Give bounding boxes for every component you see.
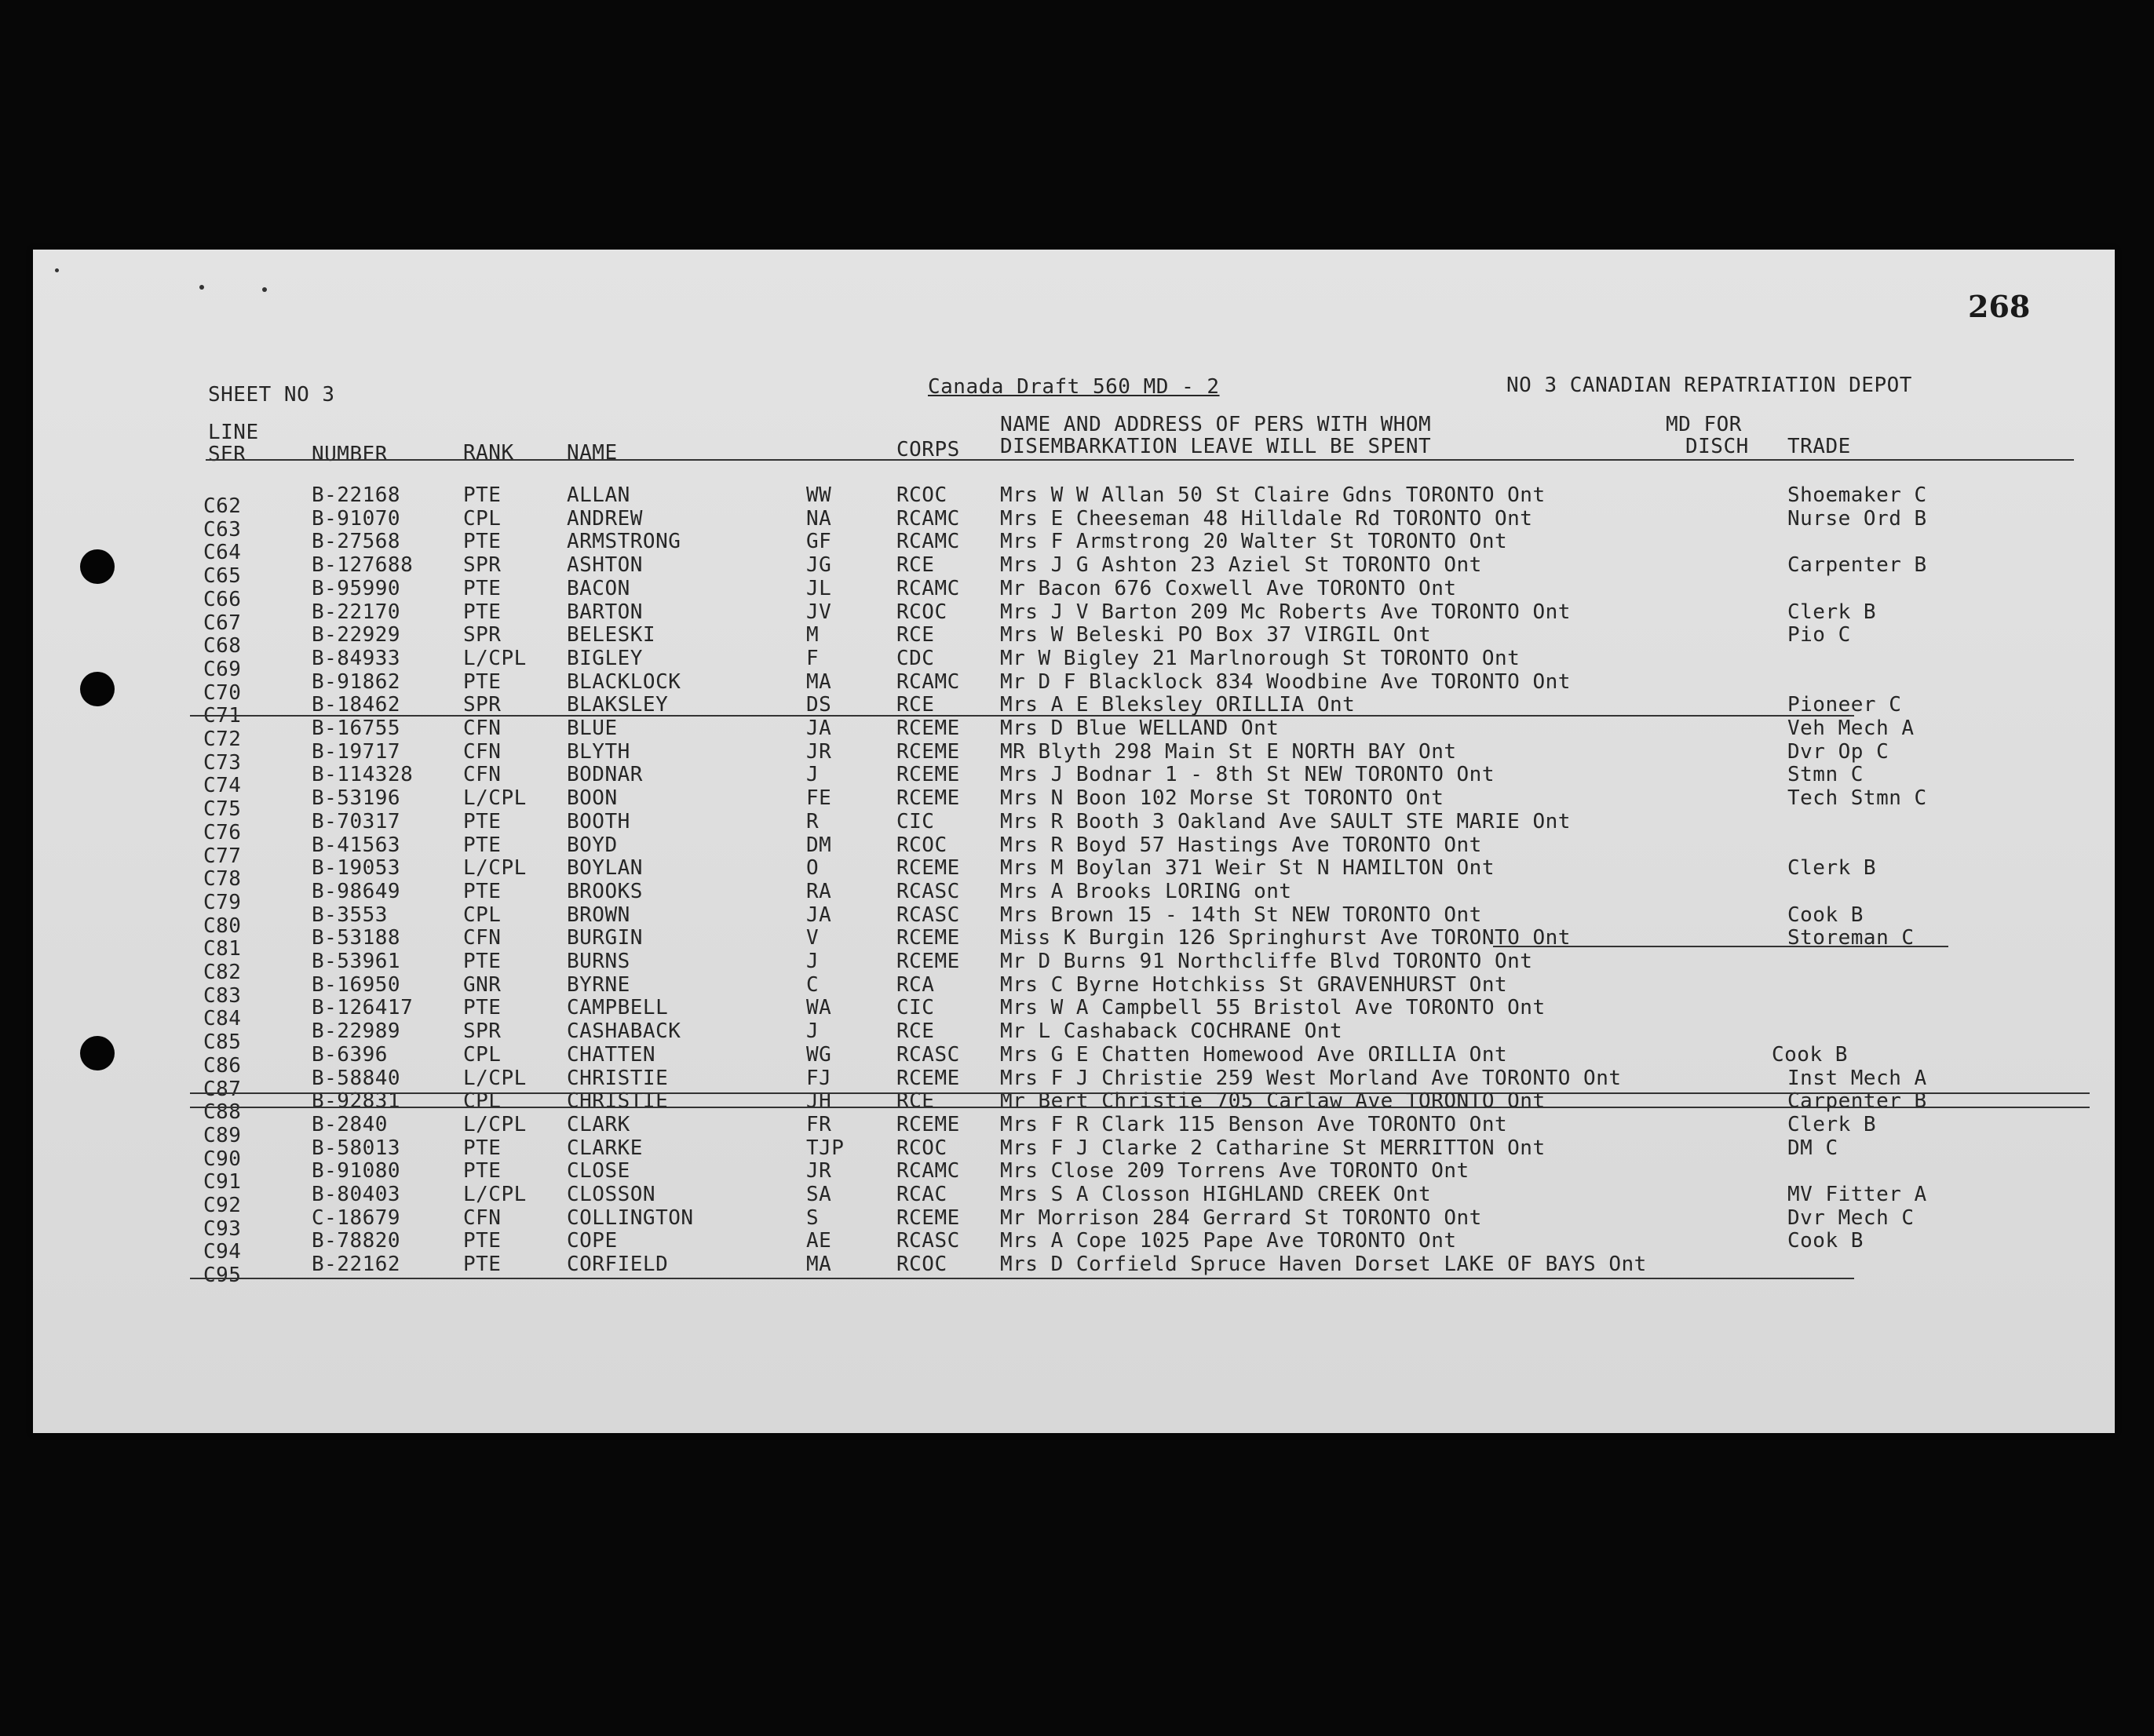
cell-name: BODNAR [567, 763, 643, 787]
cell-address: Mrs D Blue WELLAND Ont [1000, 717, 1280, 740]
cell-rank: PTE [463, 530, 502, 554]
cell-line: C90 [203, 1147, 242, 1171]
cell-line: C77 [203, 844, 242, 868]
cell-initials: JV [806, 600, 832, 624]
cell-corps: RCASC [896, 1229, 960, 1253]
cell-rank: L/CPL [463, 1183, 527, 1206]
cell-line: C70 [203, 680, 242, 705]
cell-name: ARMSTRONG [567, 530, 681, 554]
cell-name: BOOTH [567, 809, 630, 833]
ink-speck [262, 287, 267, 292]
cell-line: C66 [203, 587, 242, 611]
cell-address: Mr L Cashaback COCHRANE Ont [1000, 1019, 1343, 1044]
cell-number: B-41563 [312, 833, 401, 857]
cell-trade: Clerk B [1787, 1112, 1877, 1136]
depot-name: NO 3 CANADIAN REPATRIATION DEPOT [1506, 374, 1912, 397]
cell-trade: Carpenter B [1787, 553, 1927, 578]
cell-number: B-58840 [312, 1066, 401, 1090]
cell-name: CHATTEN [567, 1042, 656, 1067]
cell-number: B-98649 [312, 879, 401, 903]
cell-name: ANDREW [567, 506, 643, 531]
cell-address: Mr D Burns 91 Northcliffe Blvd TORONTO Ont [1000, 950, 1533, 973]
cell-address: Miss K Burgin 126 Springhurst Ave TORONTO Ont [1000, 926, 1571, 950]
cell-corps: RCOC [896, 483, 947, 507]
cell-line: C71 [203, 704, 242, 728]
cell-corps: RCA [896, 972, 935, 997]
cell-initials: MA [806, 1253, 832, 1277]
binder-hole [80, 549, 115, 584]
cell-name: CASHABACK [567, 1019, 681, 1044]
cell-line: C69 [203, 657, 242, 681]
cell-initials: JA [806, 717, 832, 740]
cell-name: BOYD [567, 833, 618, 857]
cell-trade: Dvr Mech C [1787, 1205, 1915, 1230]
cell-number: B-22162 [312, 1253, 401, 1277]
cell-trade: Nurse Ord B [1787, 506, 1927, 531]
cell-name: ASHTON [567, 553, 643, 578]
cell-address: Mrs J Bodnar 1 - 8th St NEW TORONTO Ont [1000, 763, 1495, 787]
cell-rank: L/CPL [463, 646, 527, 670]
cell-number: B-19053 [312, 856, 401, 881]
col-rank: RANK [463, 441, 514, 465]
cell-rank: PTE [463, 879, 502, 903]
cell-initials: S [806, 1205, 820, 1230]
cell-corps: RCAMC [896, 530, 960, 554]
cell-number: B-6396 [312, 1042, 388, 1067]
cell-rank: PTE [463, 1159, 502, 1183]
cell-initials: J [806, 763, 820, 787]
cell-rank: GNR [463, 972, 502, 997]
cell-line: C67 [203, 611, 242, 635]
cell-address: Mrs C Byrne Hotchkiss St GRAVENHURST Ont [1000, 972, 1508, 997]
cell-initials: R [806, 809, 820, 833]
cell-number: B-19717 [312, 739, 401, 764]
cell-rank: PTE [463, 950, 502, 973]
cell-line: C68 [203, 634, 242, 658]
cell-trade: Dvr Op C [1787, 739, 1889, 764]
cell-corps: RCOC [896, 1253, 947, 1277]
cell-name: CLARK [567, 1112, 630, 1136]
cell-corps: RCAMC [896, 669, 960, 694]
cell-initials: C [806, 972, 820, 997]
cell-initials: J [806, 1019, 820, 1044]
cell-address: Mrs R Booth 3 Oakland Ave SAULT STE MARIE Ont [1000, 809, 1571, 833]
cell-name: BLYTH [567, 739, 630, 764]
cell-name: BROOKS [567, 879, 643, 903]
cell-number: B-22929 [312, 623, 401, 647]
cell-number: B-53188 [312, 926, 401, 950]
cell-corps: RCEME [896, 1066, 960, 1090]
col-number: NUMBER [312, 443, 388, 466]
cell-address: Mrs J G Ashton 23 Aziel St TORONTO Ont [1000, 553, 1482, 578]
cell-corps: RCE [896, 623, 935, 647]
cell-initials: GF [806, 530, 832, 554]
cell-trade: Tech Stmn C [1787, 786, 1927, 811]
cell-initials: DM [806, 833, 832, 857]
cell-trade: Clerk B [1787, 856, 1877, 881]
strike-line [190, 1092, 2090, 1094]
cell-rank: CFN [463, 926, 502, 950]
strike-line [190, 1278, 1854, 1279]
cell-address: Mrs F J Christie 259 West Morland Ave TORONTO Ont [1000, 1066, 1622, 1090]
col-md-1: MD FOR [1666, 413, 1742, 436]
cell-address: Mrs N Boon 102 Morse St TORONTO Ont [1000, 786, 1444, 811]
cell-line: C65 [203, 564, 242, 589]
cell-name: BELESKI [567, 623, 656, 647]
header-rule [206, 459, 2074, 461]
strike-line [190, 1107, 2090, 1108]
cell-initials: JH [806, 1089, 832, 1114]
cell-line: C76 [203, 820, 242, 844]
ink-speck [199, 285, 204, 290]
cell-line: C64 [203, 541, 242, 565]
cell-number: B-91070 [312, 506, 401, 531]
cell-corps: RCEME [896, 739, 960, 764]
cell-number: B-80403 [312, 1183, 401, 1206]
cell-number: B-127688 [312, 553, 414, 578]
cell-initials: TJP [806, 1136, 845, 1160]
cell-initials: JR [806, 1159, 832, 1183]
cell-line: C78 [203, 867, 242, 892]
sheet-label: SHEET NO 3 [208, 383, 335, 407]
binder-hole [80, 1036, 115, 1070]
cell-trade: Veh Mech A [1787, 717, 1915, 740]
cell-rank: PTE [463, 833, 502, 857]
cell-line: C87 [203, 1077, 242, 1101]
page-number: 268 [1968, 289, 2031, 324]
cell-line: C74 [203, 774, 242, 798]
cell-name: BROWN [567, 903, 630, 927]
cell-corps: RCASC [896, 903, 960, 927]
cell-name: CAMPBELL [567, 996, 669, 1020]
cell-number: B-70317 [312, 809, 401, 833]
cell-number: B-126417 [312, 996, 414, 1020]
cell-name: ALLAN [567, 483, 630, 507]
cell-corps: RCAMC [896, 576, 960, 600]
cell-name: CHRISTIE [567, 1089, 669, 1114]
cell-name: COLLINGTON [567, 1205, 694, 1230]
cell-address: Mrs R Boyd 57 Hastings Ave TORONTO Ont [1000, 833, 1482, 857]
cell-number: B-18462 [312, 693, 401, 717]
cell-line: C93 [203, 1216, 242, 1241]
cell-line: C84 [203, 1007, 242, 1031]
cell-rank: PTE [463, 600, 502, 624]
cell-initials: DS [806, 693, 832, 717]
cell-address: Mrs D Corfield Spruce Haven Dorset LAKE OF BAYS Ont [1000, 1253, 1647, 1277]
cell-line: C83 [203, 983, 242, 1008]
cell-number: B-27568 [312, 530, 401, 554]
cell-trade: Pioneer C [1787, 693, 1902, 717]
col-name: NAME [567, 441, 618, 465]
cell-address: Mrs A Brooks LORING ont [1000, 879, 1292, 903]
cell-rank: CFN [463, 1205, 502, 1230]
cell-address: Mr Bacon 676 Coxwell Ave TORONTO Ont [1000, 576, 1457, 600]
cell-initials: F [806, 646, 820, 670]
cell-name: BLUE [567, 717, 618, 740]
cell-number: B-53961 [312, 950, 401, 973]
cell-rank: PTE [463, 1253, 502, 1277]
cell-line: C80 [203, 914, 242, 938]
col-corps: CORPS [896, 438, 960, 461]
cell-initials: SA [806, 1183, 832, 1206]
cell-line: C72 [203, 728, 242, 751]
cell-initials: O [806, 856, 820, 881]
cell-name: BYRNE [567, 972, 630, 997]
cell-address: Mrs F R Clark 115 Benson Ave TORONTO Ont [1000, 1112, 1508, 1136]
cell-rank: SPR [463, 693, 502, 717]
cell-number: B-16950 [312, 972, 401, 997]
cell-number: B-84933 [312, 646, 401, 670]
cell-trade: Storeman C [1787, 926, 1915, 950]
cell-rank: PTE [463, 1136, 502, 1160]
cell-corps: RCASC [896, 1042, 960, 1067]
cell-number: B-95990 [312, 576, 401, 600]
cell-line: C94 [203, 1240, 242, 1264]
cell-rank: L/CPL [463, 1112, 527, 1136]
cell-corps: RCEME [896, 1112, 960, 1136]
cell-line: C79 [203, 890, 242, 914]
col-line-1: LINE [208, 421, 259, 444]
col-address-1: NAME AND ADDRESS OF PERS WITH WHOM [1000, 413, 1432, 436]
cell-corps: RCOC [896, 1136, 947, 1160]
cell-address: MR Blyth 298 Main St E NORTH BAY Ont [1000, 739, 1457, 764]
cell-name: CLARKE [567, 1136, 643, 1160]
cell-initials: WW [806, 483, 832, 507]
cell-name: CLOSE [567, 1159, 630, 1183]
cell-rank: PTE [463, 576, 502, 600]
cell-corps: RCEME [896, 856, 960, 881]
cell-initials: WA [806, 996, 832, 1020]
cell-initials: JG [806, 553, 832, 578]
cell-name: BURGIN [567, 926, 643, 950]
cell-initials: AE [806, 1229, 832, 1253]
cell-line: C75 [203, 797, 242, 822]
col-line-2: SER [208, 443, 246, 466]
cell-initials: JA [806, 903, 832, 927]
cell-corps: RCEME [896, 763, 960, 787]
cell-rank: CPL [463, 1089, 502, 1114]
cell-name: BURNS [567, 950, 630, 973]
cell-corps: RCOC [896, 600, 947, 624]
cell-trade: Carpenter B [1787, 1089, 1927, 1114]
cell-number: B-16755 [312, 717, 401, 740]
cell-initials: FR [806, 1112, 832, 1136]
cell-initials: RA [806, 879, 832, 903]
draft-title: Canada Draft 560 MD - 2 [928, 375, 1220, 399]
cell-address: Mrs F Armstrong 20 Walter St TORONTO Ont [1000, 530, 1508, 554]
cell-rank: SPR [463, 1019, 502, 1044]
cell-trade: Shoemaker C [1787, 483, 1927, 507]
strike-line [190, 715, 1854, 717]
cell-rank: SPR [463, 623, 502, 647]
cell-corps: RCE [896, 693, 935, 717]
cell-number: C-18679 [312, 1205, 401, 1230]
cell-corps: RCAC [896, 1183, 947, 1206]
cell-corps: RCEME [896, 717, 960, 740]
cell-address: Mrs W A Campbell 55 Bristol Ave TORONTO Ont [1000, 996, 1546, 1020]
cell-line: C92 [203, 1194, 242, 1217]
cell-corps: CIC [896, 809, 935, 833]
cell-name: CHRISTIE [567, 1066, 669, 1090]
cell-corps: RCASC [896, 879, 960, 903]
cell-initials: J [806, 950, 820, 973]
cell-rank: CPL [463, 1042, 502, 1067]
cell-address: Mrs G E Chatten Homewood Ave ORILLIA Ont [1000, 1042, 1508, 1067]
cell-corps: RCAMC [896, 1159, 960, 1183]
document-sheet [33, 250, 2115, 1433]
cell-trade: Clerk B [1787, 600, 1877, 624]
cell-address: Mrs Brown 15 - 14th St NEW TORONTO Ont [1000, 903, 1482, 927]
cell-rank: PTE [463, 809, 502, 833]
cell-number: B-53196 [312, 786, 401, 811]
cell-trade: MV Fitter A [1787, 1183, 1927, 1206]
cell-corps: RCE [896, 1019, 935, 1044]
cell-rank: CFN [463, 763, 502, 787]
cell-initials: M [806, 623, 820, 647]
cell-name: CLOSSON [567, 1183, 656, 1206]
cell-number: B-22168 [312, 483, 401, 507]
cell-number: B-3553 [312, 903, 388, 927]
cell-initials: JR [806, 739, 832, 764]
cell-corps: RCAMC [896, 506, 960, 531]
cell-name: BACON [567, 576, 630, 600]
cell-corps: RCE [896, 553, 935, 578]
cell-address: Mr Bert Christie 705 Carlaw Ave TORONTO Ont [1000, 1089, 1546, 1114]
cell-line: C95 [203, 1264, 242, 1288]
cell-initials: FE [806, 786, 832, 811]
cell-trade: Pio C [1787, 623, 1851, 647]
cell-address: Mrs M Boylan 371 Weir St N HAMILTON Ont [1000, 856, 1495, 881]
cell-line: C89 [203, 1123, 242, 1147]
cell-rank: CFN [463, 739, 502, 764]
cell-address: Mrs W Beleski PO Box 37 VIRGIL Ont [1000, 623, 1432, 647]
cell-trade: Stmn C [1787, 763, 1864, 787]
cell-address: Mr Morrison 284 Gerrard St TORONTO Ont [1000, 1205, 1482, 1230]
cell-line: C81 [203, 937, 242, 961]
cell-corps: CDC [896, 646, 935, 670]
cell-rank: L/CPL [463, 856, 527, 881]
cell-trade: DM C [1787, 1136, 1838, 1160]
cell-trade: Cook B [1787, 1229, 1864, 1253]
cell-initials: JL [806, 576, 832, 600]
cell-address: Mr W Bigley 21 Marlnorough St TORONTO Ont [1000, 646, 1521, 670]
col-md-2: DISCH [1685, 435, 1749, 458]
cell-rank: PTE [463, 996, 502, 1020]
cell-address: Mrs A Cope 1025 Pape Ave TORONTO Ont [1000, 1229, 1457, 1253]
cell-name: COPE [567, 1229, 618, 1253]
cell-trade: Inst Mech A [1787, 1066, 1927, 1090]
cell-name: BLAKSLEY [567, 693, 669, 717]
cell-rank: SPR [463, 553, 502, 578]
cell-address: Mrs J V Barton 209 Mc Roberts Ave TORONTO Ont [1000, 600, 1571, 624]
cell-name: BIGLEY [567, 646, 643, 670]
cell-corps: RCOC [896, 833, 947, 857]
cell-initials: FJ [806, 1066, 832, 1090]
binder-hole [80, 672, 115, 706]
cell-name: BARTON [567, 600, 643, 624]
cell-md-disch: Cook B [1772, 1042, 1848, 1067]
cell-number: B-91862 [312, 669, 401, 694]
cell-number: B-91080 [312, 1159, 401, 1183]
cell-name: BLACKLOCK [567, 669, 681, 694]
cell-line: C88 [203, 1100, 242, 1125]
cell-address: Mr D F Blacklock 834 Woodbine Ave TORONTO Ont [1000, 669, 1571, 694]
col-address-2: DISEMBARKATION LEAVE WILL BE SPENT [1000, 435, 1432, 458]
cell-number: B-58013 [312, 1136, 401, 1160]
cell-number: B-92831 [312, 1089, 401, 1114]
cell-rank: CPL [463, 903, 502, 927]
cell-rank: PTE [463, 483, 502, 507]
cell-line: C82 [203, 961, 242, 984]
cell-line: C62 [203, 494, 242, 518]
cell-number: B-2840 [312, 1112, 388, 1136]
cell-rank: L/CPL [463, 1066, 527, 1090]
cell-rank: CFN [463, 717, 502, 740]
cell-corps: RCEME [896, 926, 960, 950]
cell-line: C86 [203, 1053, 242, 1078]
cell-initials: NA [806, 506, 832, 531]
cell-corps: RCEME [896, 786, 960, 811]
cell-address: Mrs E Cheeseman 48 Hilldale Rd TORONTO Ont [1000, 506, 1533, 531]
cell-corps: RCEME [896, 950, 960, 973]
cell-address: Mrs F J Clarke 2 Catharine St MERRITTON Ont [1000, 1136, 1546, 1160]
cell-number: B-22989 [312, 1019, 401, 1044]
cell-address: Mrs A E Bleksley ORILLIA Ont [1000, 693, 1356, 717]
cell-initials: V [806, 926, 820, 950]
cell-address: Mrs S A Closson HIGHLAND CREEK Ont [1000, 1183, 1432, 1206]
cell-number: B-22170 [312, 600, 401, 624]
cell-corps: RCEME [896, 1205, 960, 1230]
cell-initials: MA [806, 669, 832, 694]
cell-trade: Cook B [1787, 903, 1864, 927]
cell-corps: RCE [896, 1089, 935, 1114]
ink-speck [55, 268, 59, 272]
cell-rank: PTE [463, 669, 502, 694]
cell-name: BOYLAN [567, 856, 643, 881]
cell-number: B-114328 [312, 763, 414, 787]
cell-address: Mrs W W Allan 50 St Claire Gdns TORONTO Ont [1000, 483, 1546, 507]
cell-line: C63 [203, 517, 242, 542]
cell-line: C85 [203, 1030, 242, 1055]
cell-name: CORFIELD [567, 1253, 669, 1277]
cell-rank: CPL [463, 506, 502, 531]
cell-line: C91 [203, 1170, 242, 1194]
cell-corps: CIC [896, 996, 935, 1020]
cell-address: Mrs Close 209 Torrens Ave TORONTO Ont [1000, 1159, 1469, 1183]
cell-line: C73 [203, 750, 242, 775]
cell-initials: WG [806, 1042, 832, 1067]
cell-rank: PTE [463, 1229, 502, 1253]
cell-number: B-78820 [312, 1229, 401, 1253]
strike-line [1493, 946, 1948, 947]
cell-rank: L/CPL [463, 786, 527, 811]
cell-name: BOON [567, 786, 618, 811]
col-trade: TRADE [1787, 435, 1851, 458]
